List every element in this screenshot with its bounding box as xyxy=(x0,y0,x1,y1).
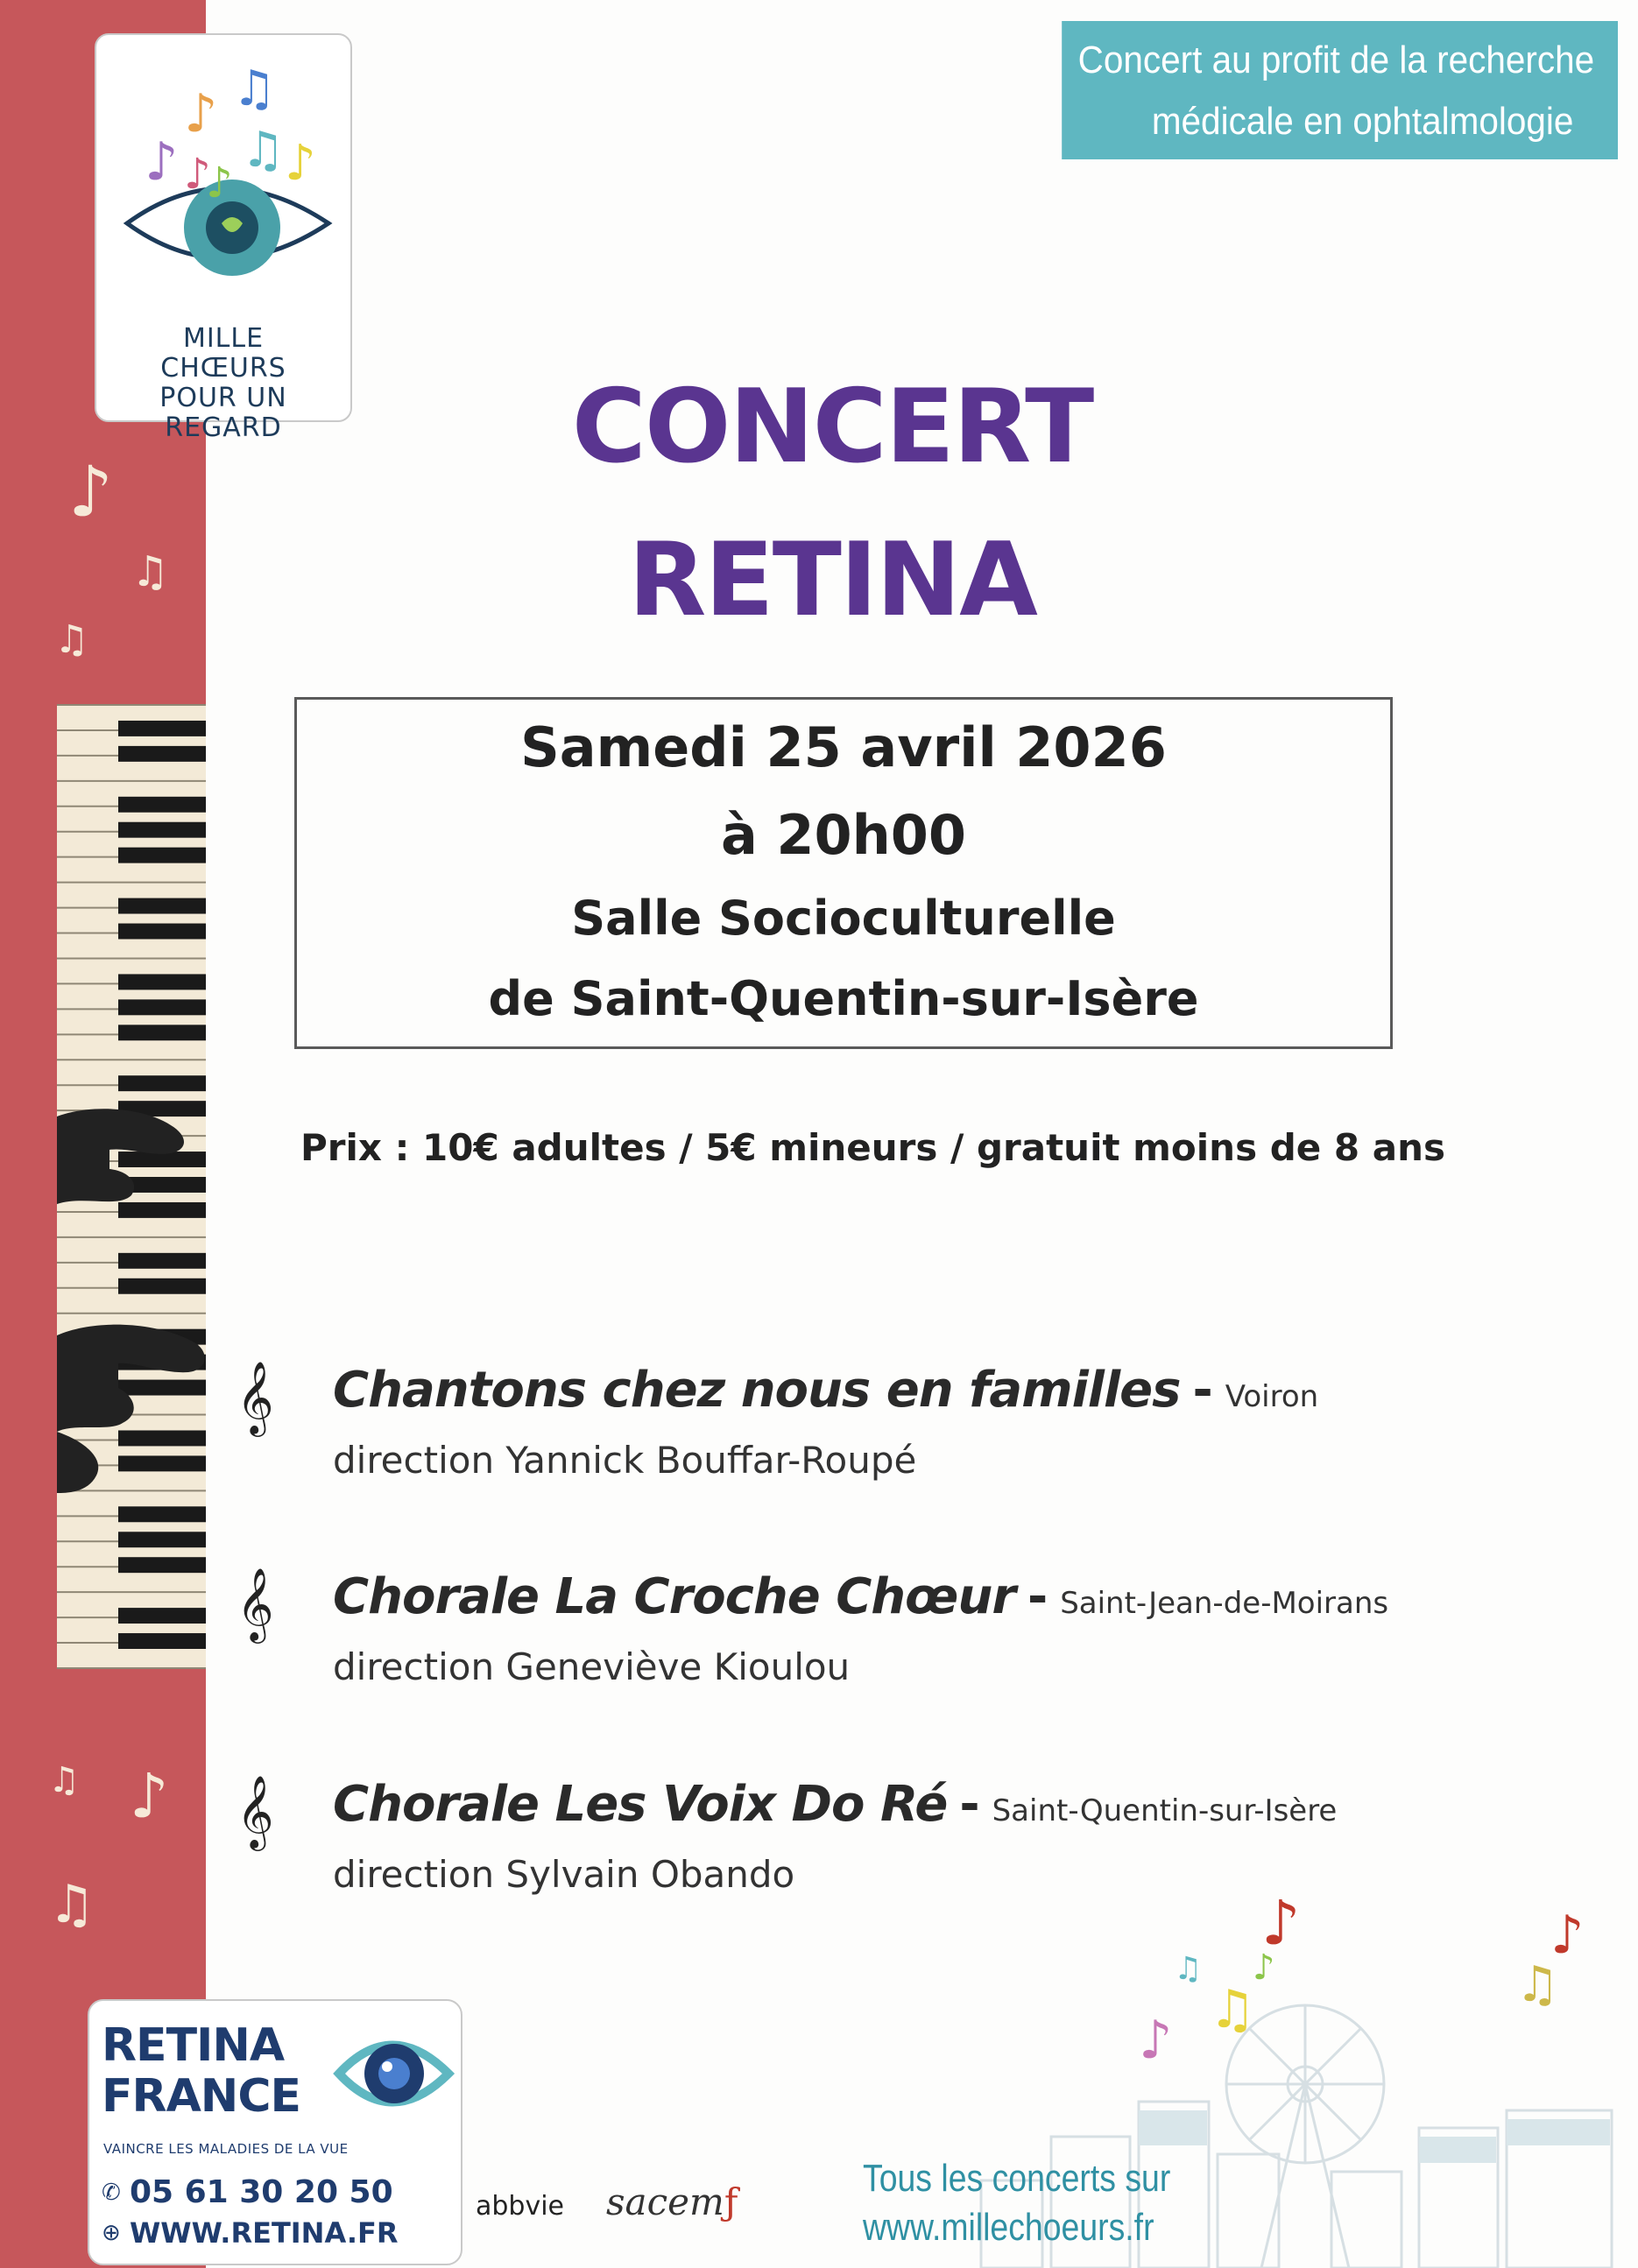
choir-heading xyxy=(333,1362,1318,1419)
event-info-box xyxy=(294,697,1393,1049)
event-time: à 20h00 xyxy=(720,803,967,867)
svg-text:♪: ♪ xyxy=(1139,2010,1173,2071)
treble-clef-icon: 𝄞 xyxy=(237,1360,274,1433)
svg-text:♫: ♫ xyxy=(232,60,277,117)
music-note-icon: ♫ xyxy=(48,1874,95,1935)
svg-text:♫: ♫ xyxy=(1515,1956,1560,2013)
event-venue-line-1: Salle Socioculturelle xyxy=(571,891,1116,946)
concerts-link-line-1: Tous les concerts sur xyxy=(863,2157,1171,2200)
sacem-logo xyxy=(606,2180,738,2223)
eye-with-music-notes-icon xyxy=(109,48,337,320)
choir-director: direction Yannick Bouffar-Roupé xyxy=(333,1439,917,1482)
svg-text:♪: ♪ xyxy=(1550,1905,1585,1966)
svg-text:♪: ♪ xyxy=(206,158,233,208)
music-note-icon: ♫ xyxy=(48,1760,80,1800)
choir-separator: - xyxy=(959,1776,980,1833)
title-line-2: RETINA xyxy=(628,521,1036,639)
choir-director: direction Sylvain Obando xyxy=(333,1853,795,1896)
sacem-wordmark: sacem xyxy=(606,2180,724,2223)
retina-tagline: VAINCRE LES MALADIES DE LA VUE xyxy=(103,2141,349,2157)
svg-text:♫: ♫ xyxy=(1174,1951,1203,1987)
choir-separator: - xyxy=(1027,1568,1048,1625)
choir-heading xyxy=(333,1776,1337,1833)
svg-text:♪: ♪ xyxy=(145,131,179,193)
treble-clef-icon: 𝄞 xyxy=(237,1567,274,1640)
svg-text:♪: ♪ xyxy=(285,135,316,192)
choir-separator: - xyxy=(1192,1362,1213,1419)
retina-website: WWW.RETINA.FR xyxy=(130,2216,399,2250)
logo-line: CHŒURS xyxy=(160,353,286,384)
svg-text:♪: ♪ xyxy=(1261,1887,1301,1959)
sacem-mark-icon: ƒ xyxy=(724,2180,738,2223)
event-date: Samedi 25 avril 2026 xyxy=(520,715,1167,779)
choir-town: Voiron xyxy=(1225,1379,1319,1414)
charity-banner xyxy=(1062,21,1618,159)
phone-icon: ✆ xyxy=(102,2180,121,2206)
svg-text:♪: ♪ xyxy=(1253,1948,1275,1988)
logo-wordmark xyxy=(96,324,350,443)
music-note-icon: ♪ xyxy=(68,451,114,532)
banner-line: Concert au profit de la recherche xyxy=(1077,39,1595,81)
concerts-link-line-2[interactable]: www.millechoeurs.fr xyxy=(863,2206,1154,2249)
treble-clef-icon: 𝄞 xyxy=(237,1774,274,1848)
page-title xyxy=(473,350,1191,657)
ticket-prices: Prix : 10€ adultes / 5€ mineurs / gratuit moins de 8 ans xyxy=(300,1126,1445,1169)
logo-line: REGARD xyxy=(165,412,282,443)
svg-text:♫: ♫ xyxy=(1209,1979,1256,2040)
choir-entry xyxy=(237,1568,1463,1708)
logo-line: POUR UN xyxy=(159,383,287,413)
concerts-website-link[interactable] xyxy=(863,2154,1171,2252)
choir-director: direction Geneviève Kioulou xyxy=(333,1645,851,1688)
choir-town: Saint-Jean-de-Moirans xyxy=(1060,1586,1389,1621)
svg-text:♫: ♫ xyxy=(241,122,286,179)
music-note-icon: ♪ xyxy=(130,1760,169,1832)
choir-heading xyxy=(333,1568,1388,1625)
event-venue-line-2: de Saint-Quentin-sur-Isère xyxy=(488,971,1199,1026)
retina-name-line: RETINA xyxy=(102,2019,285,2072)
title-line-1: CONCERT xyxy=(571,368,1093,486)
choir-name: Chorale Les Voix Do Ré xyxy=(333,1776,948,1833)
banner-line: médicale en ophtalmologie xyxy=(1151,100,1574,143)
piano-keyboard-illustration xyxy=(57,705,206,1668)
logo-line: MILLE xyxy=(182,323,265,354)
choir-name: Chantons chez nous en familles xyxy=(333,1362,1181,1419)
choir-entry xyxy=(237,1362,1463,1502)
music-note-icon: ♫ xyxy=(131,547,170,596)
mille-choeurs-logo xyxy=(95,33,352,443)
choir-name: Chorale La Croche Chœur xyxy=(333,1568,1015,1625)
music-note-icon: ♫ xyxy=(54,617,89,662)
retina-france-card xyxy=(88,1999,462,2265)
svg-text:♪: ♪ xyxy=(184,150,211,199)
eye-icon xyxy=(335,2017,453,2131)
retina-name-line: FRANCE xyxy=(102,2070,301,2123)
retina-france-wordmark xyxy=(102,2020,300,2122)
retina-phone: 05 61 30 20 50 xyxy=(130,2174,393,2210)
globe-icon: ⊕ xyxy=(102,2220,121,2246)
choir-town: Saint-Quentin-sur-Isère xyxy=(992,1793,1338,1828)
abbvie-logo: abbvie xyxy=(476,2191,565,2222)
svg-text:♪: ♪ xyxy=(184,83,218,144)
